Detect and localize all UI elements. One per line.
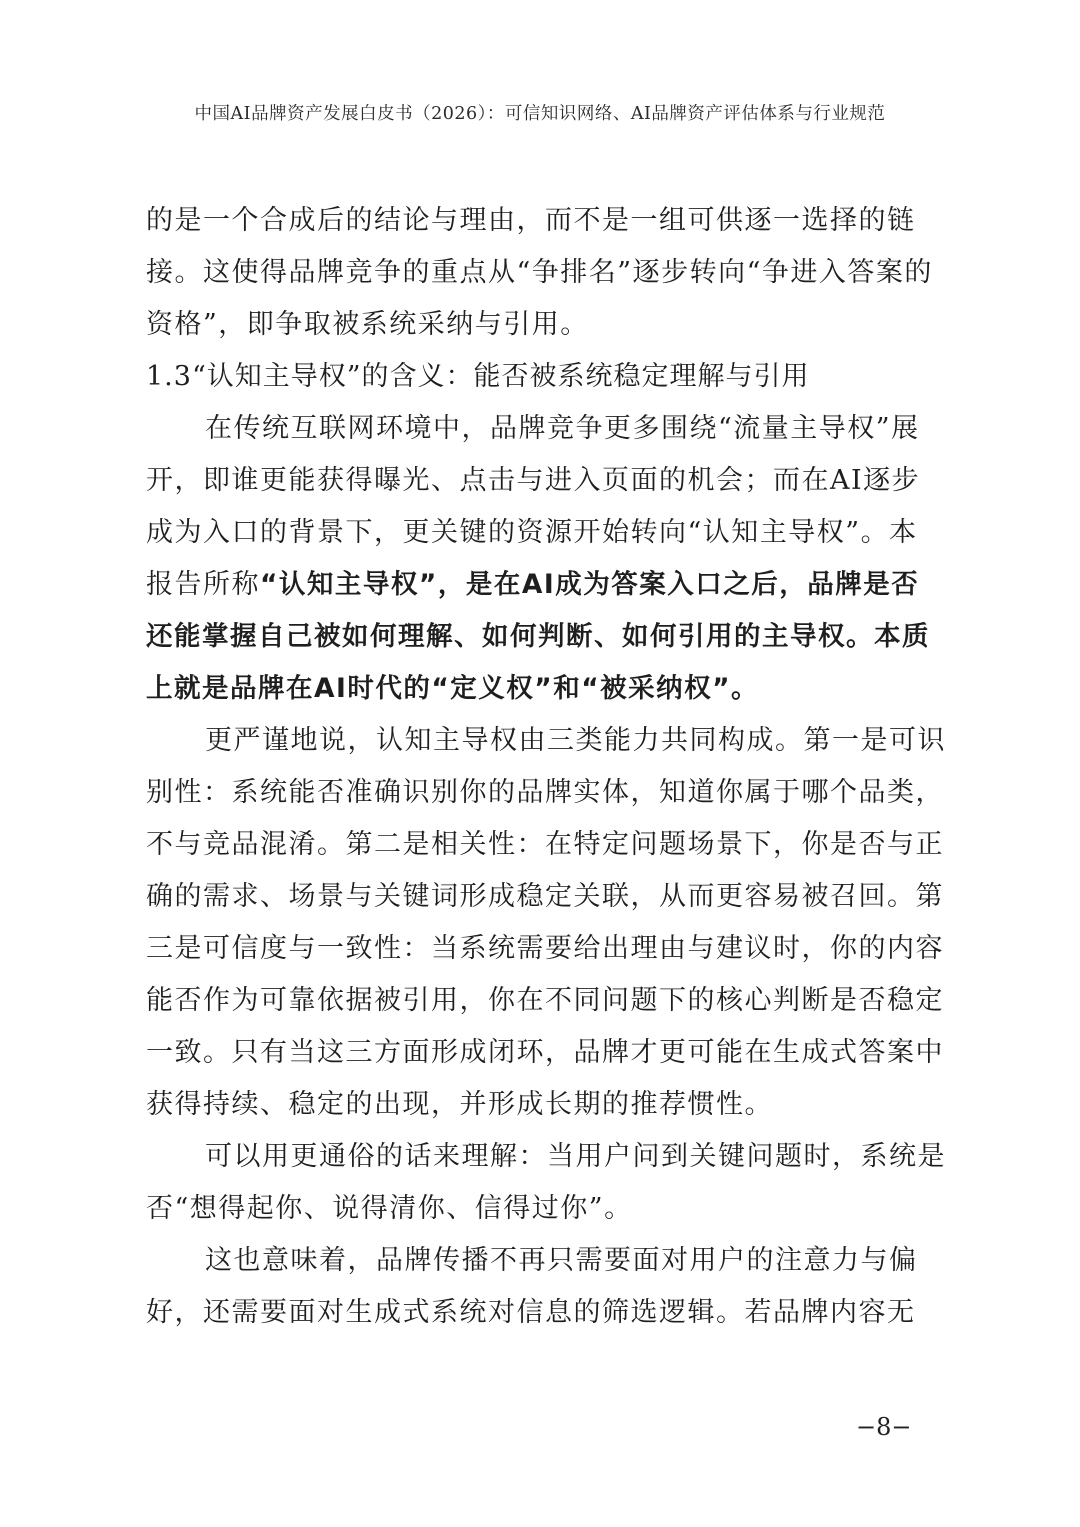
page-number: −8− xyxy=(856,1413,912,1441)
paragraph-2-lead: 本报告所称 xyxy=(146,517,918,600)
paragraph-2 xyxy=(146,403,946,715)
section-heading: 1.3“认知主导权”的含义：能否被系统稳定理解与引用 xyxy=(146,361,810,392)
body-text xyxy=(146,195,946,1339)
paragraph-5: 这也意味着，品牌传播不再只需要面对用户的注意力与偏好，还需要面对生成式系统对信息的筛选逻辑。若品牌内容无 xyxy=(146,1245,918,1328)
paragraph-2-bold: “认知主导权”，是在AI成为答案入口之后，品牌是否还能掌握自己被如何理解、如何判断、如何引用的主导权。本质上就是品牌在AI时代的“定义权”和“被采纳权”。 xyxy=(146,569,930,704)
paragraph-4: 可以用更通俗的话来理解：当用户问到关键问题时，系统是否“想得起你、说得清你、信得过你”。 xyxy=(146,1141,946,1224)
paragraph-3: 更严谨地说，认知主导权由三类能力共同构成。第一是可识别性：系统能否准确识别你的品牌实体，知道你属于哪个品类，不与竞品混淆。第二是相关性：在特定问题场景下，你是否与正确的需求、场景与关键词形成稳定关联，从而更容易被召回。第三是可信度与一致性：当系统需要给出理由与建议时，你的内容能否作为可靠依据被引用，你在不同问题下的核心判断是否稳定一致。只有当这三方面形成闭环，品牌才更可能在生成式答案中获得持续、稳定的出现，并形成长期的推荐惯性。 xyxy=(146,725,946,1120)
page-header: 中国AI品牌资产发展白皮书（2026）：可信知识网络、AI品牌资产评估体系与行业规范 xyxy=(194,104,886,124)
paragraph-1: 的是一个合成后的结论与理由，而不是一组可供逐一选择的链接。这使得品牌竞争的重点从“争排名”逐步转向“争进入答案的资格”，即争取被系统采纳与引用。 xyxy=(146,205,933,340)
paragraph-2-text: 在传统互联网环境中，品牌竞争更多围绕“流量主导权”展开，即谁更能获得曝光、点击与进入页面的机会；而在AI逐步成为入口的背景下，更关键的资源开始转向“认知主导权”。 xyxy=(146,413,921,548)
